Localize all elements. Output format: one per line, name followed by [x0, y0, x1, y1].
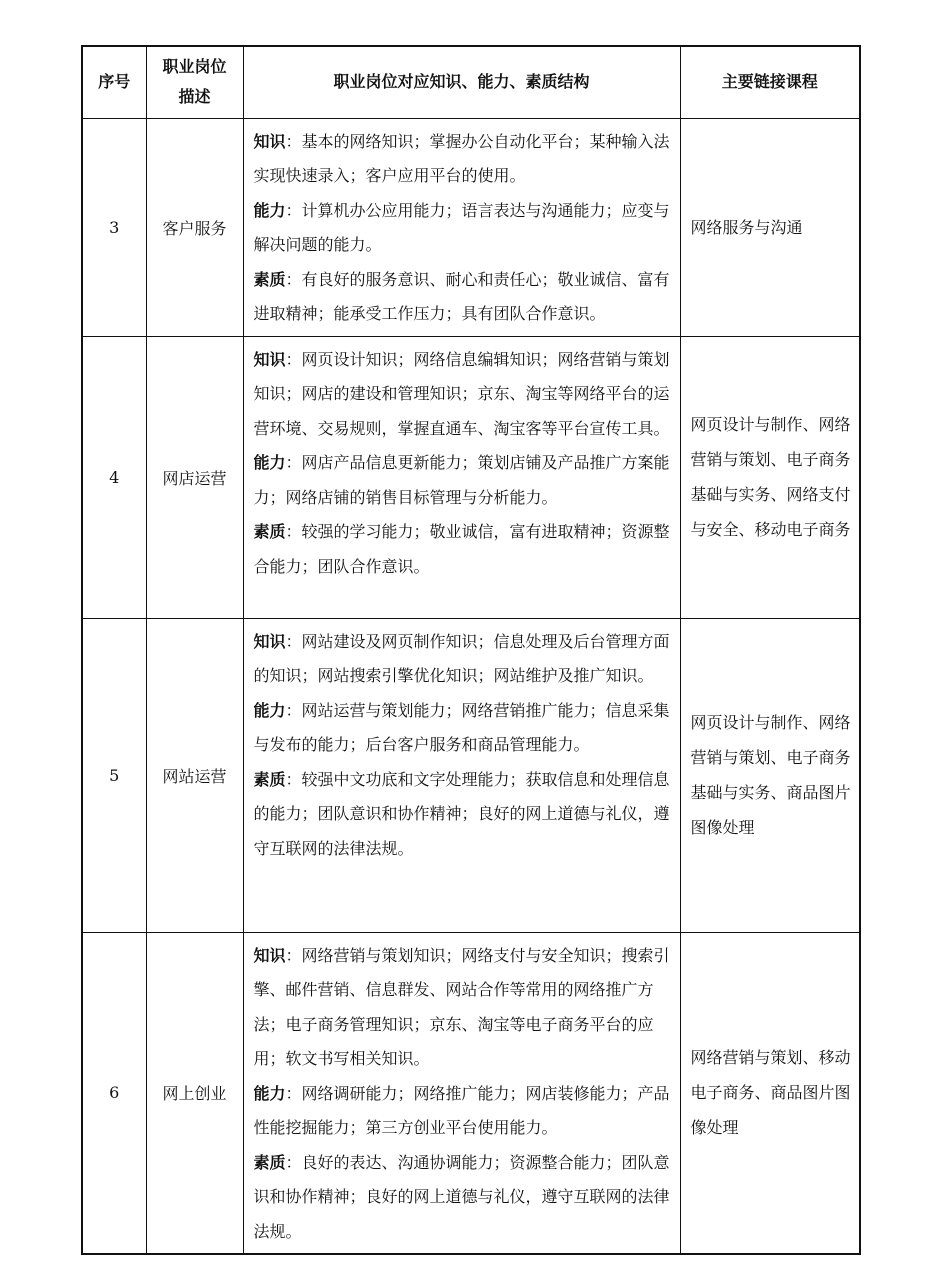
row-structure	[243, 932, 680, 1254]
row-num: 6	[82, 932, 146, 1254]
header-role	[146, 46, 243, 118]
quality-text: ：良好的表达、沟通协调能力；资源整合能力；团队意识和协作精神；良好的网上道德与礼仪，遵守互联网的法律法规。	[253, 1152, 670, 1241]
row-structure	[243, 336, 680, 618]
table-row	[82, 618, 860, 932]
table-header-row	[82, 46, 860, 118]
knowledge-text: ：网页设计知识；网络信息编辑知识；网络营销与策划知识；网店的建设和管理知识；京东、淘宝等网络平台的运营环境、交易规则，掌握直通车、淘宝客等平台宣传工具。	[253, 349, 670, 438]
knowledge-para	[254, 939, 672, 1077]
header-courses: 主要链接课程	[680, 46, 860, 118]
header-role-text: 职业岗位描述	[162, 57, 227, 107]
row-structure	[243, 618, 680, 932]
ability-label: 能力	[253, 700, 286, 720]
ability-para	[254, 446, 672, 515]
quality-label: 素质	[253, 769, 286, 789]
knowledge-label: 知识	[253, 131, 286, 151]
quality-text: ：有良好的服务意识、耐心和责任心；敬业诚信、富有进取精神；能承受工作压力；具有团队合作意识。	[253, 269, 670, 323]
ability-label: 能力	[253, 200, 286, 220]
table-row	[82, 336, 860, 618]
ability-text: ：计算机办公应用能力；语言表达与沟通能力；应变与解决问题的能力。	[253, 200, 670, 254]
knowledge-label: 知识	[253, 349, 286, 369]
table-row	[82, 118, 860, 336]
quality-para	[254, 263, 672, 332]
quality-label: 素质	[253, 522, 286, 541]
quality-para	[254, 515, 672, 584]
ability-para	[254, 194, 672, 263]
row-structure	[243, 118, 680, 336]
curriculum-table	[81, 45, 861, 1255]
quality-text: ：较强中文功底和文字处理能力；获取信息和处理信息的能力；团队意识和协作精神；良好的网上道德与礼仪，遵守互联网的法律法规。	[253, 769, 670, 858]
header-structure: 职业岗位对应知识、能力、素质结构	[243, 46, 680, 118]
row-num: 3	[82, 118, 146, 336]
ability-para	[254, 1077, 672, 1146]
quality-para	[254, 1146, 672, 1250]
ability-para	[254, 694, 672, 763]
ability-text: ：网站运营与策划能力；网络营销推广能力；信息采集与发布的能力；后台客户服务和商品管理能力。	[253, 700, 670, 754]
row-courses: 网络营销与策划、移动电子商务、商品图片图像处理	[680, 932, 860, 1254]
row-courses: 网络服务与沟通	[680, 118, 860, 336]
row-courses: 网页设计与制作、网络营销与策划、电子商务基础与实务、商品图片图像处理	[680, 618, 860, 932]
ability-label: 能力	[253, 1083, 286, 1103]
quality-label: 素质	[253, 269, 286, 289]
knowledge-label: 知识	[253, 945, 286, 965]
knowledge-text: ：基本的网络知识；掌握办公自动化平台；某种输入法实现快速录入；客户应用平台的使用。	[253, 131, 670, 185]
knowledge-para	[254, 343, 672, 447]
knowledge-para	[254, 125, 672, 194]
quality-text: ：较强的学习能力；敬业诚信，富有进取精神；资源整合能力；团队合作意识。	[253, 522, 670, 576]
quality-para	[254, 763, 672, 867]
ability-text: ：网店产品信息更新能力；策划店铺及产品推广方案能力；网络店铺的销售目标管理与分析能力。	[253, 453, 670, 507]
row-num: 4	[82, 336, 146, 618]
knowledge-text: ：网络营销与策划知识；网络支付与安全知识；搜索引擎、邮件营销、信息群发、网站合作等常用的网络推广方法；电子商务管理知识；京东、淘宝等电子商务平台的应用；软文书写相关知识。	[253, 945, 670, 1068]
ability-text: ：网络调研能力；网络推广能力；网店装修能力；产品性能挖掘能力；第三方创业平台使用能力。	[253, 1083, 670, 1137]
row-role: 网上创业	[146, 932, 243, 1254]
knowledge-text: ：网站建设及网页制作知识；信息处理及后台管理方面的知识；网站搜索引擎优化知识；网站维护及推广知识。	[253, 631, 670, 685]
row-role: 客户服务	[146, 118, 243, 336]
ability-label: 能力	[253, 453, 286, 472]
row-num: 5	[82, 618, 146, 932]
quality-label: 素质	[253, 1152, 286, 1172]
knowledge-para	[254, 625, 672, 694]
knowledge-label: 知识	[253, 631, 286, 651]
table-row	[82, 932, 860, 1254]
row-courses: 网页设计与制作、网络营销与策划、电子商务基础与实务、网络支付与安全、移动电子商务	[680, 336, 860, 618]
header-num: 序号	[82, 46, 146, 118]
row-role: 网站运营	[146, 618, 243, 932]
row-role: 网店运营	[146, 336, 243, 618]
